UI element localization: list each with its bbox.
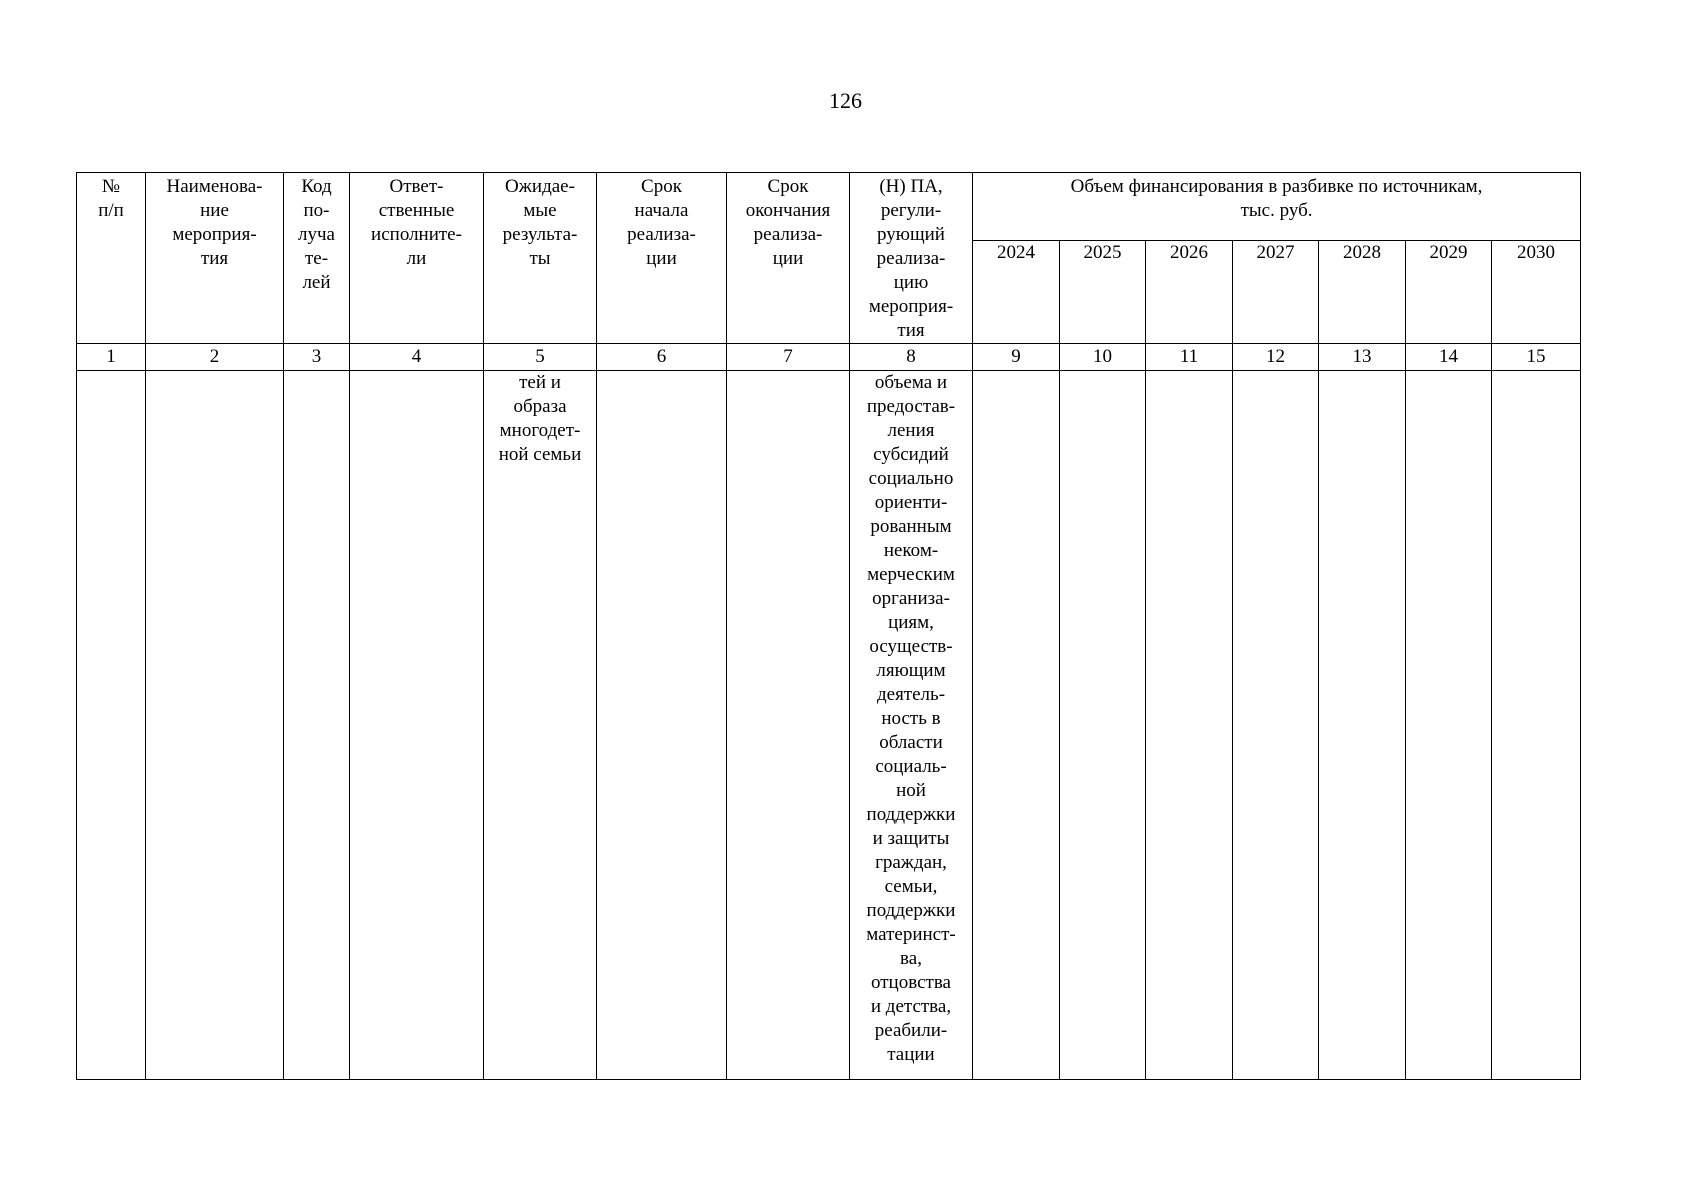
column-number: 5 — [484, 344, 597, 371]
page-number: 126 — [829, 88, 862, 113]
cell-recipient-code — [284, 371, 350, 1080]
header-year: 2027 — [1233, 241, 1319, 344]
header-legal-act: (Н) ПА, регули- рующий реализа- цию мероприя- тия — [850, 173, 973, 344]
header-funding-group: Объем финансирования в разбивке по источникам, тыс. руб. — [973, 173, 1581, 241]
program-table — [76, 172, 1581, 1080]
column-number: 13 — [1319, 344, 1406, 371]
cell-funding-2026 — [1146, 371, 1233, 1080]
header-year: 2024 — [973, 241, 1060, 344]
column-number: 10 — [1060, 344, 1146, 371]
column-number: 14 — [1406, 344, 1492, 371]
header-responsible-executors: Ответ- ственные исполните- ли — [350, 173, 484, 344]
column-number: 7 — [727, 344, 850, 371]
cell-responsible-executors — [350, 371, 484, 1080]
cell-event-name — [146, 371, 284, 1080]
column-number: 2 — [146, 344, 284, 371]
cell-end-date — [727, 371, 850, 1080]
cell-funding-2028 — [1319, 371, 1406, 1080]
column-number: 4 — [350, 344, 484, 371]
column-number: 11 — [1146, 344, 1233, 371]
header-row — [77, 173, 1581, 241]
cell-funding-2029 — [1406, 371, 1492, 1080]
header-year: 2030 — [1492, 241, 1581, 344]
column-number: 3 — [284, 344, 350, 371]
cell-expected-results: тей и образа многодет- ной семьи — [484, 371, 597, 1080]
header-year: 2025 — [1060, 241, 1146, 344]
table-row — [77, 371, 1581, 1080]
column-number: 8 — [850, 344, 973, 371]
column-number: 12 — [1233, 344, 1319, 371]
cell-funding-2025 — [1060, 371, 1146, 1080]
header-year: 2028 — [1319, 241, 1406, 344]
column-numbers-row — [77, 344, 1581, 371]
cell-start-date — [597, 371, 727, 1080]
header-expected-results: Ожидае- мые результа- ты — [484, 173, 597, 344]
column-number: 6 — [597, 344, 727, 371]
column-number: 9 — [973, 344, 1060, 371]
header-number: № п/п — [77, 173, 146, 344]
column-number: 15 — [1492, 344, 1581, 371]
header-event-name: Наименова- ние мероприя- тия — [146, 173, 284, 344]
header-year: 2029 — [1406, 241, 1492, 344]
cell-number — [77, 371, 146, 1080]
column-number: 1 — [77, 344, 146, 371]
header-end-date: Срок окончания реализа- ции — [727, 173, 850, 344]
header-year: 2026 — [1146, 241, 1233, 344]
cell-funding-2024 — [973, 371, 1060, 1080]
cell-funding-2030 — [1492, 371, 1581, 1080]
cell-legal-act: объема и предостав- ления субсидий социально ориенти- рованным неком- мерческим организа- циям, осуществ- ляющим деятель- ность в области социаль- ной поддержки и защиты граждан, семьи, поддержки материнст- ва, отцовства и детства, реабили- тации — [850, 371, 973, 1080]
cell-funding-2027 — [1233, 371, 1319, 1080]
header-start-date: Срок начала реализа- ции — [597, 173, 727, 344]
header-recipient-code: Код по- луча те- лей — [284, 173, 350, 344]
